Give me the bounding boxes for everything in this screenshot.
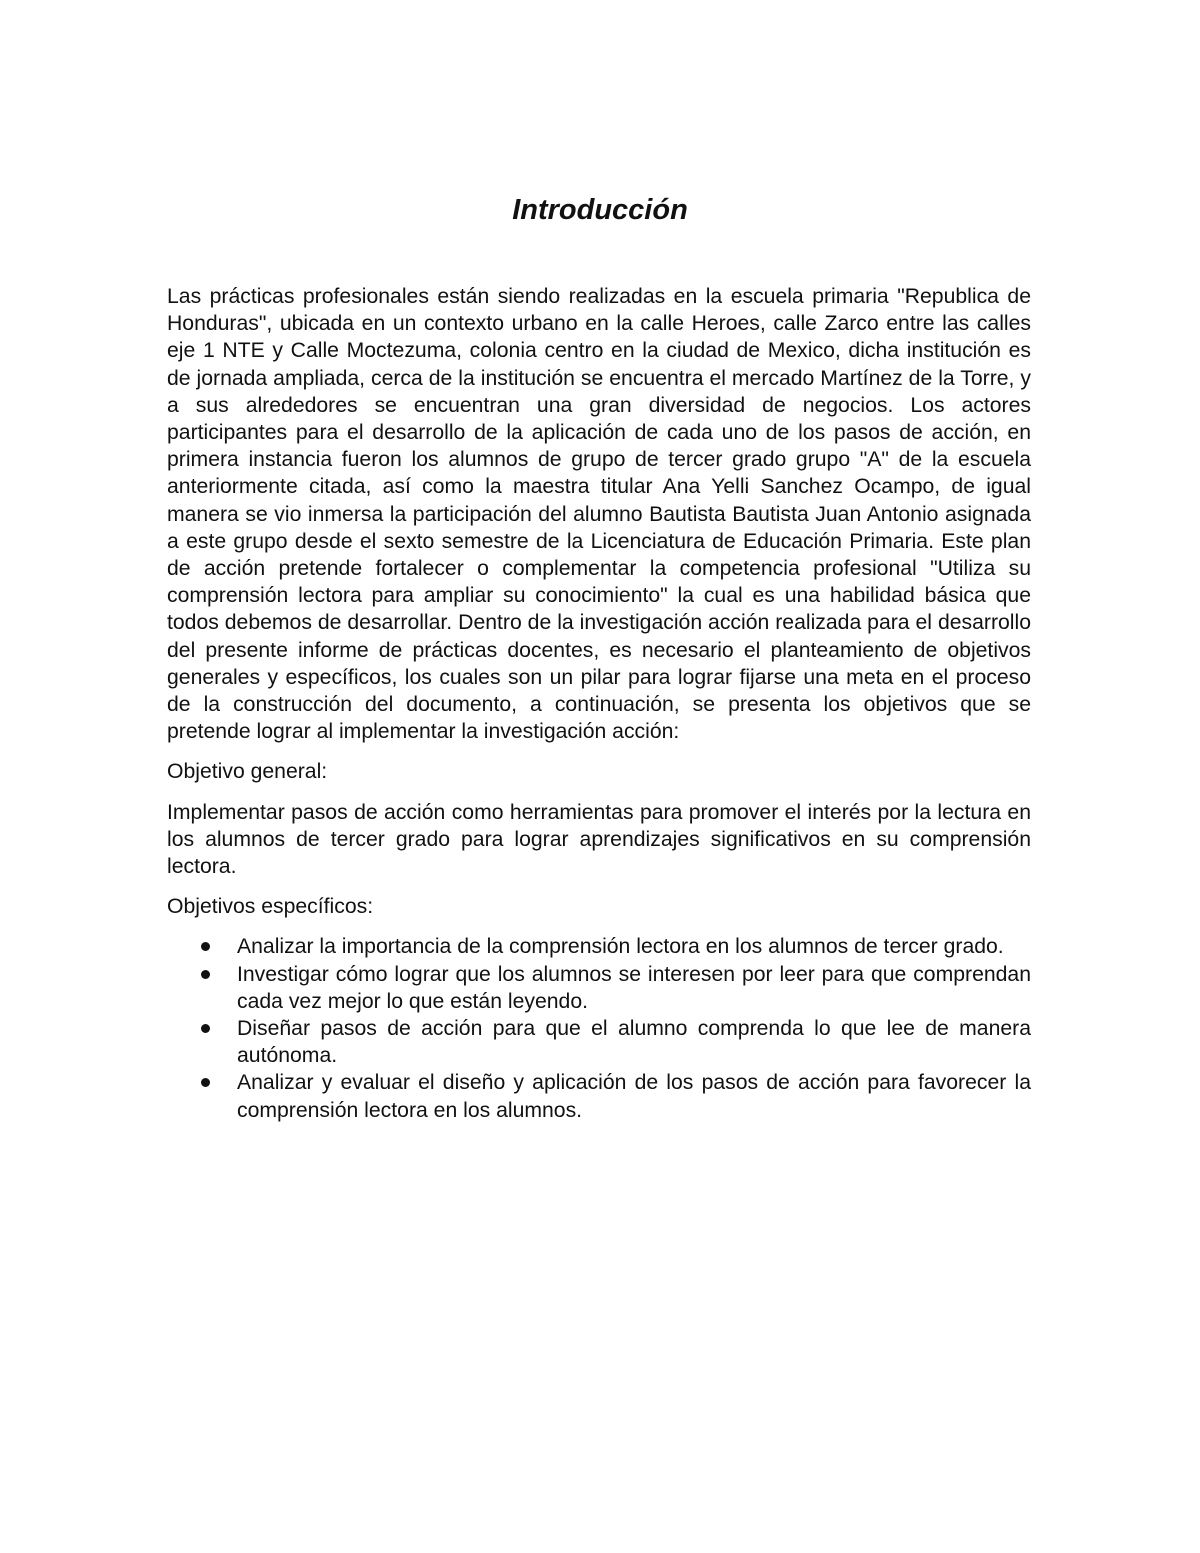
general-objective-heading: Objetivo general: (167, 760, 328, 784)
document-body (167, 283, 1031, 1124)
list-item-text: Analizar y evaluar el diseño y aplicación de los pasos de acción para favorecer la comprensión lectora en los alumnos. (237, 1071, 1031, 1122)
specific-objectives-list (167, 933, 1031, 1123)
bullet-icon (201, 1024, 210, 1033)
intro-paragraph: Las prácticas profesionales están siendo realizadas en la escuela primaria "Republica de Honduras", ubicada en un contexto urbano en la calle Heroes, calle Zarco entre las calles eje 1 NTE y Calle Moctezuma, colonia centro en la ciudad de Mexico, dicha institución es de jornada ampliada, cerca de la institución se encuentra el mercado Martínez de la Torre, y a sus alrededores se encuentran una gran diversidad de negocios. Los actores participantes para el desarrollo de la aplicación de cada uno de los pasos de acción, en primera instancia fueron los alumnos de grupo de tercer grado grupo "A" de la escuela anteriormente citada, así como la maestra titular Ana Yelli Sanchez Ocampo, de igual manera se vio inmersa la participación del alumno Bautista Bautista Juan Antonio asignada a este grupo desde el sexto semestre de la Licenciatura de Educación Primaria. Este plan de acción pretende fortalecer o complementar la competencia profesional "Utiliza su comprensión lectora para ampliar su conocimiento" la cual es una habilidad básica que todos debemos de desarrollar. Dentro de la investigación acción realizada para el desarrollo del presente informe de prácticas docentes, es necesario el planteamiento de objetivos generales y específicos, los cuales son un pilar para lograr fijarse una meta en el proceso de la construcción del documento, a continuación, se presenta los objetivos que se pretende lograr al implementar la investigación acción: (167, 285, 1031, 744)
list-item-text: Analizar la importancia de la comprensión lectora en los alumnos de tercer grado. (237, 935, 1004, 959)
bullet-icon (201, 970, 210, 979)
list-item-text: Investigar cómo lograr que los alumnos se interesen por leer para que comprendan cada vez mejor lo que están leyendo. (237, 962, 1031, 1013)
page-title: Introducción (512, 194, 688, 226)
list-item (167, 961, 1031, 1015)
list-item-text: Diseñar pasos de acción para que el alumno comprenda lo que lee de manera autónoma. (237, 1017, 1031, 1068)
general-objective-paragraph: Implementar pasos de acción como herramientas para promover el interés por la lectura en los alumnos de tercer grado para lograr aprendizajes significativos en su comprensión lectora. (167, 800, 1031, 879)
list-item (167, 933, 1031, 960)
bullet-icon (201, 942, 210, 951)
list-item (167, 1015, 1031, 1069)
bullet-icon (201, 1078, 210, 1087)
list-item (167, 1069, 1031, 1123)
specific-objectives-heading: Objetivos específicos: (167, 895, 374, 919)
